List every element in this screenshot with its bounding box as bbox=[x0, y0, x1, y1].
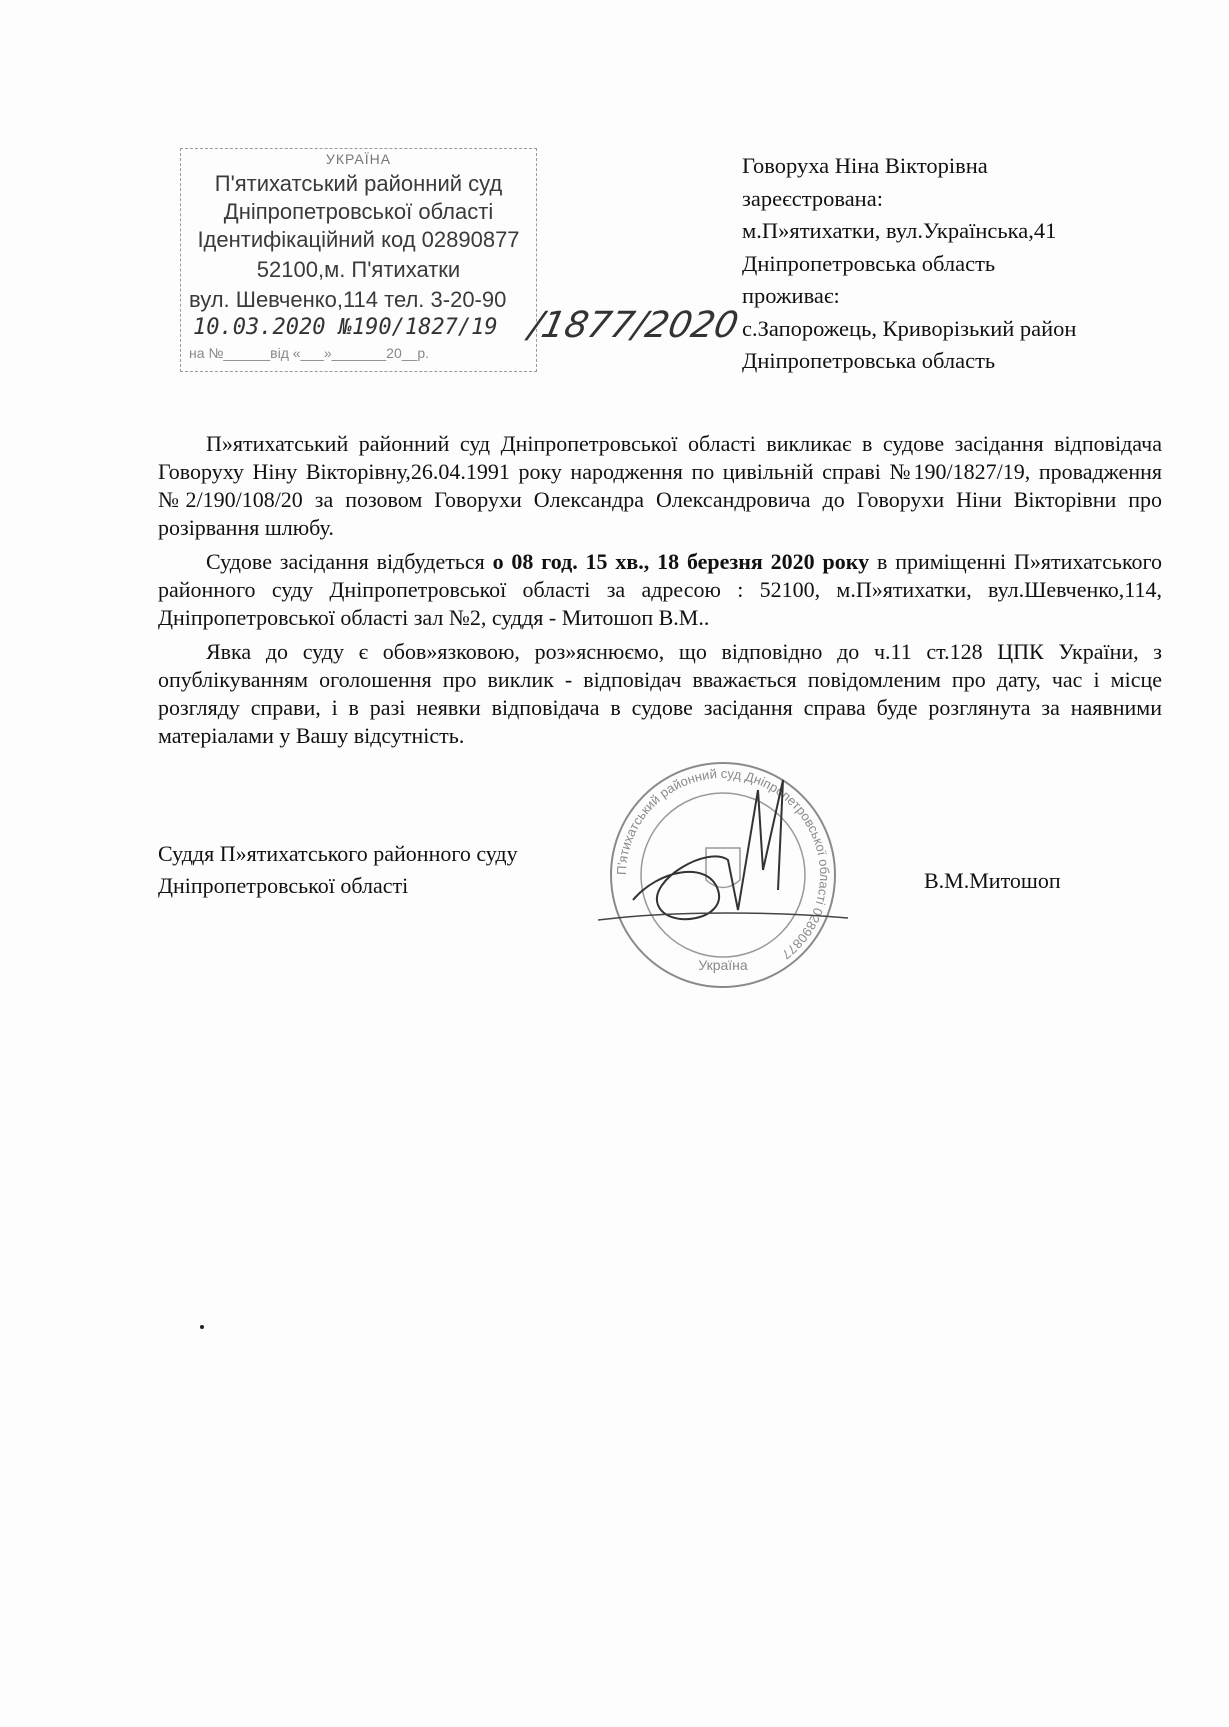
addressee-block bbox=[742, 150, 1076, 378]
stamp-court-name: П'ятихатський районний суд bbox=[214, 171, 503, 196]
registered-address: м.П»ятихатки, вул.Українська,41 bbox=[742, 218, 1057, 243]
stamp-city: 52100,м. П'ятихатки bbox=[256, 257, 461, 282]
paragraph-summons: П»ятихатський районний суд Дніпропетровської області викликає в судове засідання відповідача Говоруху Ніну Вікторівну,26.04.1991 року народження по цивільній справі №190/1827/19, провадження №2/190/108/20 за позовом Говорухи Олександра Олександровича до Говорухи Ніни Вікторівни про розірвання шлюбу. bbox=[158, 431, 1162, 540]
stamp-street: вул. Шевченко,114 тел. 3-20-90 bbox=[189, 287, 507, 312]
stray-mark bbox=[200, 1325, 204, 1329]
judge-title-line2: Дніпропетровської області bbox=[158, 873, 409, 898]
svg-text:П'ятихатський районний суд Дні bbox=[614, 766, 832, 962]
stamp-id-code: Ідентифікаційний код 02890877 bbox=[197, 227, 520, 252]
registered-region: Дніпропетровська область bbox=[742, 250, 996, 276]
registered-label: зареєстрована: bbox=[742, 185, 883, 211]
residence-address: с.Запорожець, Криворізький район bbox=[742, 315, 1077, 341]
judge-name: В.М.Митошоп bbox=[924, 868, 1061, 893]
stamp-region: Дніпропетровської області bbox=[223, 199, 494, 224]
registration-stamp bbox=[180, 148, 537, 372]
addressee-name: Говоруха Ніна Вікторівна bbox=[742, 153, 988, 178]
hearing-datetime: о 08 год. 15 хв., 18 березня 2020 року bbox=[492, 549, 870, 574]
residence-region: Дніпропетровська область bbox=[742, 348, 996, 373]
paragraph-hearing bbox=[158, 548, 1162, 632]
handwritten-number: /1877/2020 bbox=[525, 305, 742, 346]
stamp-country: УКРАЇНА bbox=[325, 151, 392, 167]
hearing-text-start: Судове засідання відбудеться bbox=[206, 549, 493, 574]
seal-country: Україна bbox=[698, 957, 748, 973]
stamp-outgoing-number: 10.03.2020 №190/1827/19 bbox=[193, 315, 498, 340]
judge-title-line1: Суддя П»ятихатського районного суду bbox=[158, 841, 518, 866]
seal-ring-text: П'ятихатський районний суд Дніпропетровської області 02890877 bbox=[613, 765, 833, 963]
summons-body bbox=[158, 430, 1162, 756]
hearing-text-end: в приміщенні П»ятихатського районного суду Дніпропетровської області за адресою : 52100, м.П»ятихатки, вул.Шевченко,114, Дніпропетровської області зал №2, суддя - Митошоп В.М.. bbox=[158, 549, 1162, 630]
stamp-reply-line: на №______від «___»_______20__р. bbox=[189, 345, 430, 361]
paragraph-attendance: Явка до суду є обов»язковою, роз»яснюємо, що відповідно до ч.11 ст.128 ЦПК України, з опублікуванням оголошення про виклик - відповідач вважається повідомленим про дату, час і місце розгляду справи, і в разі неявки відповідача в судове засідання справа буде розглянута за наявними матеріалами у Вашу відсутність. bbox=[158, 639, 1162, 748]
residence-label: проживає: bbox=[742, 283, 840, 308]
signature-title bbox=[158, 838, 518, 902]
court-seal bbox=[598, 750, 848, 1000]
